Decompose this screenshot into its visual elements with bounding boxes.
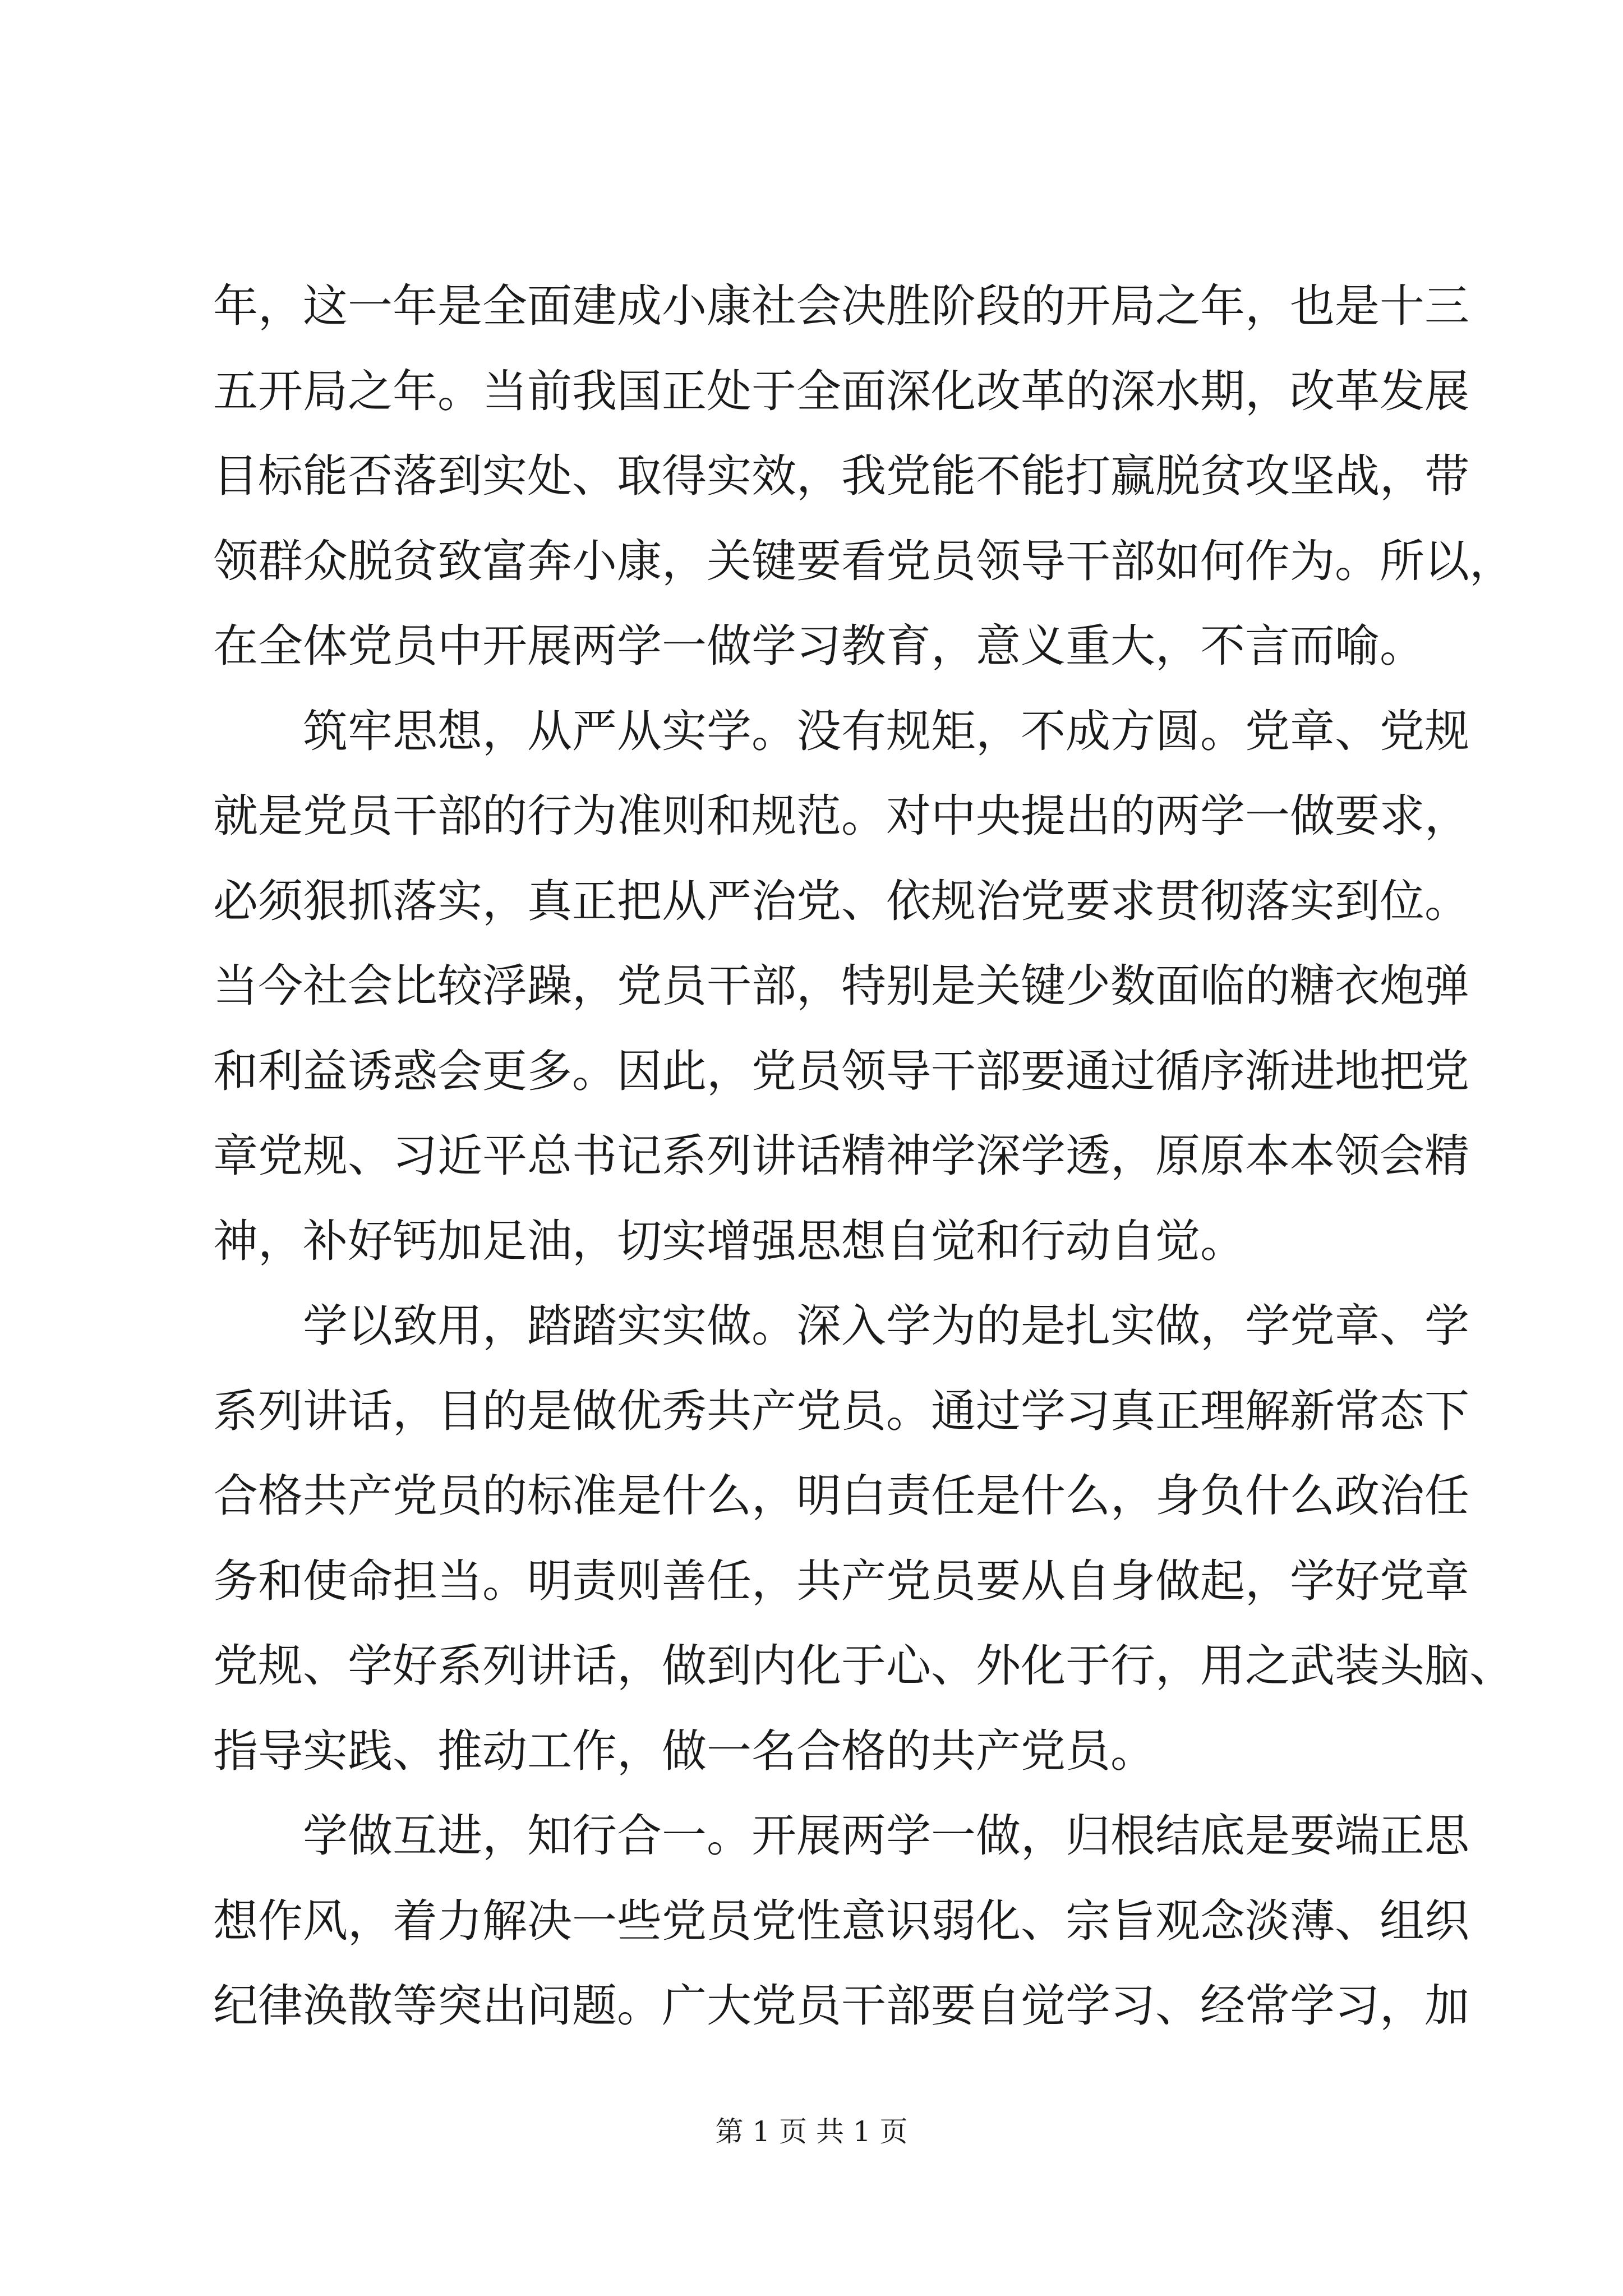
text-line: 神，补好钙加足油，切实增强思想自觉和行动自觉。	[213, 1214, 1245, 1267]
text-line: 和利益诱惑会更多。因此，党员领导干部要通过循序渐进地把党	[213, 1045, 1469, 1097]
text-line: 在全体党员中开展两学一做学习教育，意义重大，不言而喻。	[213, 620, 1424, 672]
text-line: 目标能否落到实处、取得实效，我党能不能打赢脱贫攻坚战，带	[213, 450, 1469, 502]
paragraph-1	[213, 264, 1514, 689]
text-line: 务和使命担当。明责则善任，共产党员要从自身做起，学好党章	[213, 1554, 1469, 1607]
paragraph-2	[213, 689, 1469, 1284]
text-line: 就是党员干部的行为准则和规范。对中央提出的两学一做要求，	[213, 790, 1469, 842]
page-footer	[0, 2109, 1623, 2150]
text-line: 党规、学好系列讲话，做到内化于心、外化于行，用之武装头脑、	[213, 1640, 1514, 1692]
paragraph-4	[213, 1793, 1469, 2049]
text-line: 学以致用，踏踏实实做。深入学为的是扎实做，学党章、学	[303, 1300, 1469, 1352]
paragraph-3	[213, 1283, 1514, 1793]
text-line: 当今社会比较浮躁，党员干部，特别是关键少数面临的糖衣炮弹	[213, 960, 1469, 1012]
text-line: 筑牢思想，从严从实学。没有规矩，不成方圆。党章、党规	[303, 705, 1469, 757]
text-line: 系列讲话，目的是做优秀共产党员。通过学习真正理解新常态下	[213, 1384, 1469, 1437]
text-line: 合格共产党员的标准是什么，明白责任是什么，身负什么政治任	[213, 1470, 1469, 1522]
text-line: 必须狠抓落实，真正把从严治党、依规治党要求贯彻落实到位。	[213, 875, 1469, 927]
document-body	[213, 264, 1514, 2049]
text-line: 年，这一年是全面建成小康社会决胜阶段的开局之年，也是十三	[213, 280, 1469, 332]
text-line: 想作风，着力解决一些党员党性意识弱化、宗旨观念淡薄、组织	[213, 1894, 1469, 1947]
text-line: 领群众脱贫致富奔小康，关键要看党员领导干部如何作为。所以，	[213, 535, 1514, 587]
page-number-label: 第 1 页 共 1 页	[715, 2115, 908, 2148]
text-line: 纪律涣散等突出问题。广大党员干部要自觉学习、经常学习，加	[213, 1980, 1469, 2032]
text-line: 章党规、习近平总书记系列讲话精神学深学透，原原本本领会精	[213, 1130, 1469, 1182]
text-line: 指导实践、推动工作，做一名合格的共产党员。	[213, 1724, 1155, 1777]
text-line: 学做互进，知行合一。开展两学一做，归根结底是要端正思	[303, 1810, 1469, 1862]
text-line: 五开局之年。当前我国正处于全面深化改革的深水期，改革发展	[213, 365, 1469, 417]
